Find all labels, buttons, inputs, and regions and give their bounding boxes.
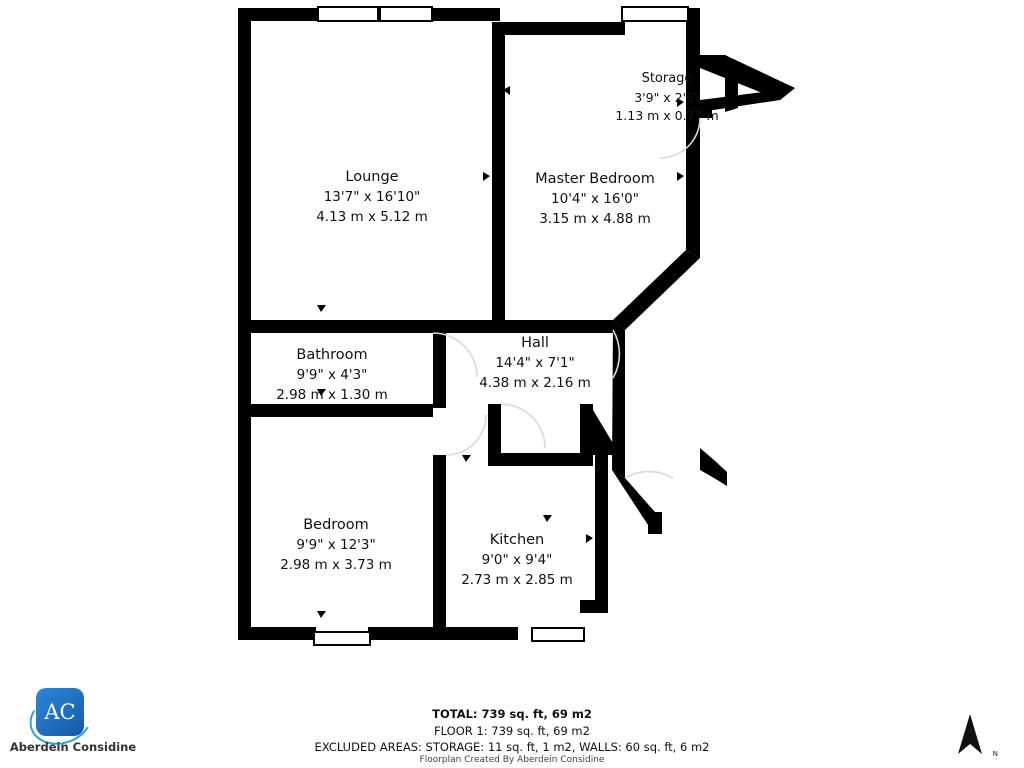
floor1-area: FLOOR 1: 739 sq. ft, 69 m2 bbox=[434, 723, 590, 738]
floorplan-credit: Floorplan Created By Aberdein Considine bbox=[419, 755, 605, 765]
room-name: Bedroom bbox=[303, 517, 369, 533]
brand-name: Aberdein Considine bbox=[9, 740, 137, 754]
room-dim-imperial: 9'9" x 4'3" bbox=[296, 367, 368, 384]
compass-north-icon bbox=[952, 710, 1000, 758]
excluded-areas: EXCLUDED AREAS: STORAGE: 11 sq. ft, 1 m2, WALLS: 60 sq. ft, 6 m2 bbox=[314, 740, 710, 755]
room-name: Kitchen bbox=[489, 532, 545, 548]
room-dim-metric: 2.98 m x 1.30 m bbox=[276, 386, 388, 403]
room-dim-metric: 4.38 m x 2.16 m bbox=[479, 374, 591, 391]
room-dim-imperial: 14'4" x 7'1" bbox=[495, 355, 575, 372]
room-dim-metric: 2.98 m x 3.73 m bbox=[280, 556, 392, 573]
room-name: Bathroom bbox=[296, 347, 368, 363]
logo-mark-icon bbox=[36, 688, 84, 736]
room-dim-imperial: 10'4" x 16'0" bbox=[551, 191, 639, 208]
room-dim-metric: 4.13 m x 5.12 m bbox=[316, 208, 428, 225]
room-dim-imperial: 3'9" x 2'6" bbox=[634, 89, 700, 105]
room-dim-metric: 2.73 m x 2.85 m bbox=[461, 571, 573, 588]
room-dim-imperial: 9'0" x 9'4" bbox=[481, 552, 553, 569]
room-dim-metric: 3.15 m x 4.88 m bbox=[539, 210, 651, 227]
compass-label: N bbox=[992, 750, 998, 758]
room-name: Hall bbox=[521, 335, 549, 351]
room-name: Master Bedroom bbox=[535, 171, 655, 187]
room-dim-imperial: 9'9" x 12'3" bbox=[296, 537, 376, 554]
brand-logo bbox=[8, 688, 168, 760]
logo-monogram: AC bbox=[44, 700, 76, 724]
room-name: Lounge bbox=[345, 169, 399, 185]
room-name: Storage bbox=[641, 71, 693, 86]
room-dim-imperial: 13'7" x 16'10" bbox=[323, 189, 421, 206]
room-dim-metric: 1.13 m x 0.77 m bbox=[615, 107, 719, 123]
total-area: TOTAL: 739 sq. ft, 69 m2 bbox=[432, 707, 592, 721]
